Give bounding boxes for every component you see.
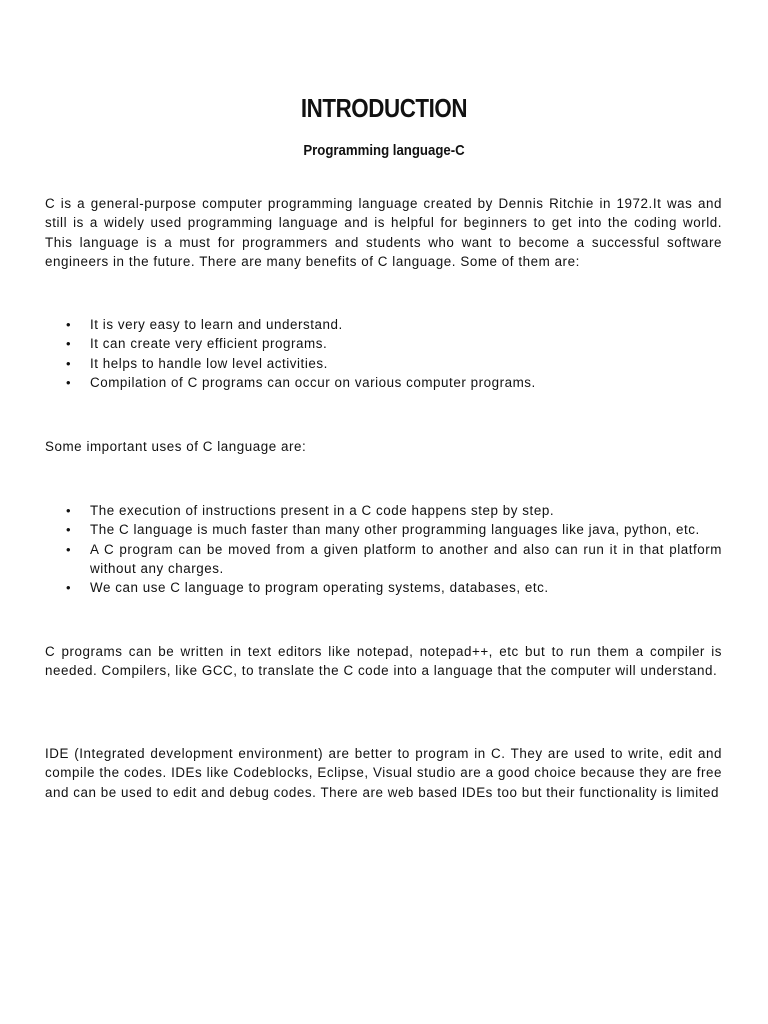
benefits-list [45, 315, 722, 392]
list-item [45, 578, 722, 597]
bullet-icon: • [66, 317, 72, 332]
list-item [45, 501, 722, 520]
bullet-icon: • [66, 580, 72, 596]
list-item-text: It helps to handle low level activities. [90, 355, 328, 371]
list-item-text: The execution of instructions present in a C code happens step by step. [90, 503, 555, 518]
bullet-icon: • [66, 541, 72, 557]
bullet-icon: • [66, 503, 72, 518]
list-item-text: It can create very efficient programs. [90, 336, 328, 352]
list-item [45, 354, 722, 373]
bullet-icon: • [66, 374, 72, 390]
intro-paragraph: C is a general-purpose computer programming language created by Dennis Ritchie in 1972.It was and still is a widely used programming language and is helpful for beginners to get into the coding world. This language is a must for programmers and students who want to become a successful software engineers in the future. There are many benefits of C language. Some of them are: [45, 196, 722, 269]
list-item-text: A C program can be moved from a given platform to another and also can run it in that platform without any charges. [90, 541, 722, 576]
bullet-icon: • [66, 355, 72, 371]
bullet-icon: • [66, 336, 72, 352]
uses-heading: Some important uses of C language are: [45, 439, 307, 454]
ide-paragraph: IDE (Integrated development environment) are better to program in C. They are used to write, edit and compile the codes. IDEs like Codeblocks, Eclipse, Visual studio are a good choice because they are free and can be used to edit and debug codes. There are web based IDEs too but their functionality is limited [45, 746, 722, 800]
bullet-icon: • [66, 522, 72, 538]
uses-list [45, 501, 722, 597]
list-item [45, 315, 722, 334]
list-item [45, 520, 722, 539]
list-item-text: The C language is much faster than many other programming languages like java, python, etc. [90, 522, 700, 538]
list-item [45, 373, 722, 392]
list-item [45, 540, 722, 579]
list-item-text: We can use C language to program operating systems, databases, etc. [90, 580, 549, 596]
list-item [45, 334, 722, 353]
compiler-paragraph: C programs can be written in text editors like notepad, notepad++, etc but to run them a compiler is needed. Compilers, like GCC, to translate the C code into a language that the computer will understand. [45, 644, 722, 679]
list-item-text: It is very easy to learn and understand. [90, 317, 343, 332]
list-item-text: Compilation of C programs can occur on various computer programs. [90, 374, 536, 390]
page-title: INTRODUCTION [300, 93, 468, 123]
page-subtitle: Programming language-C [303, 142, 465, 159]
